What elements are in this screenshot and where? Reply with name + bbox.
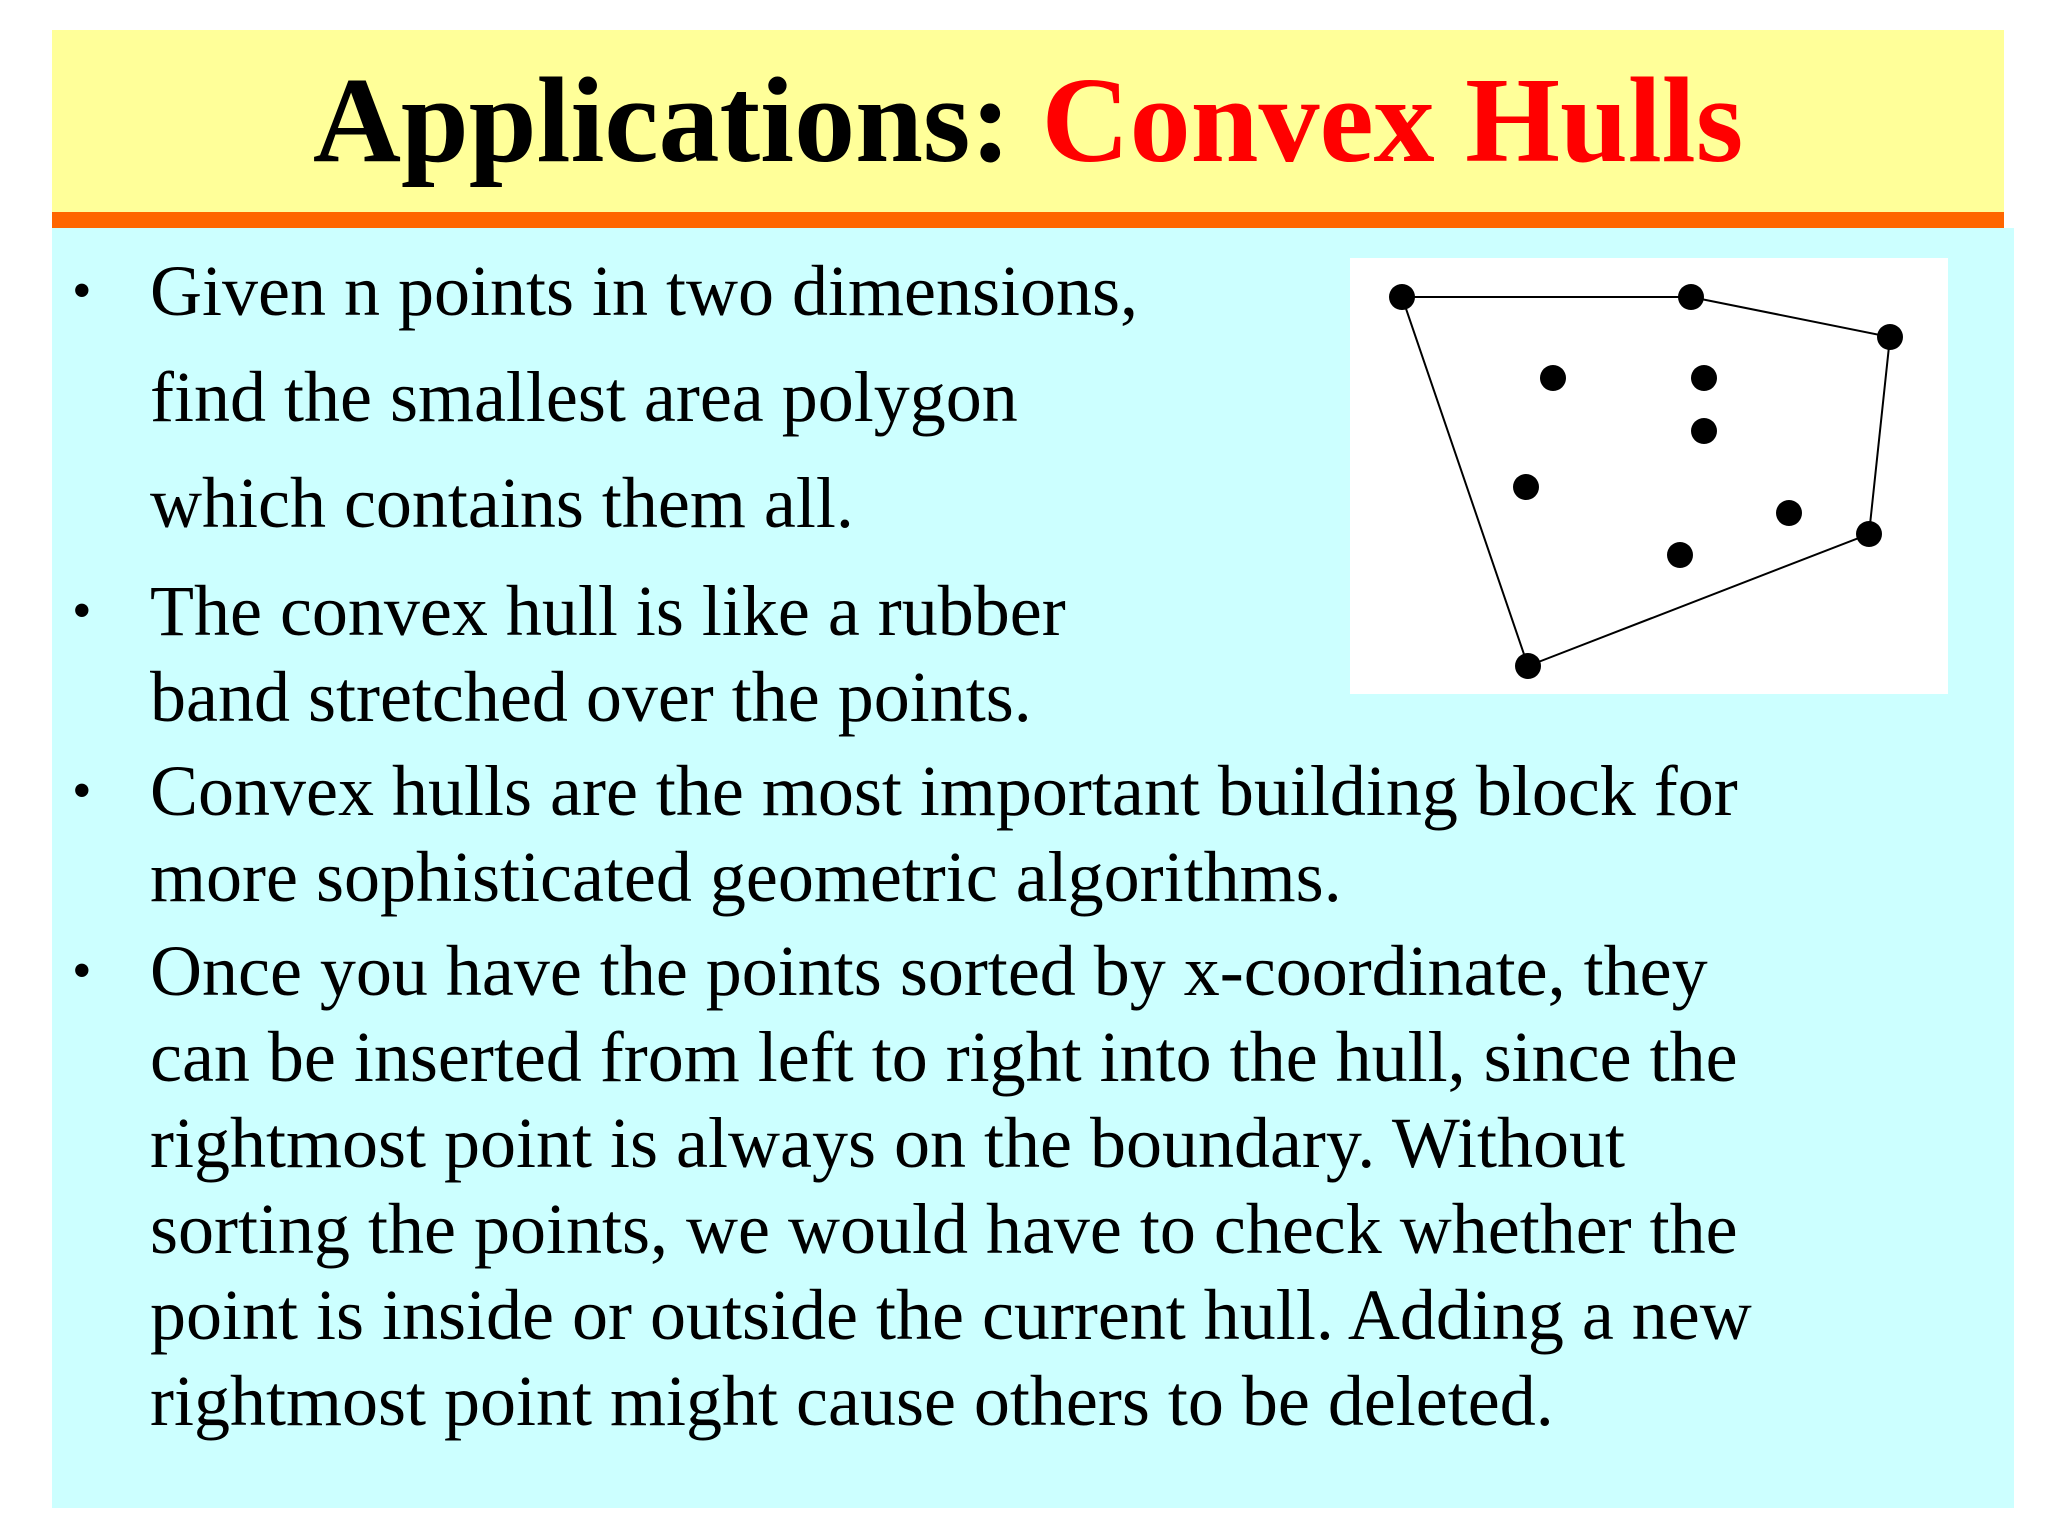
hull-point [1856,521,1882,547]
bullet-text [150,568,1066,740]
content-area [52,228,2014,1508]
title-prefix: Applications: [312,53,1042,188]
slide-title [312,53,1744,188]
hull-point [1389,284,1415,310]
interior-point [1667,542,1693,568]
bullet-line: which contains them all. [150,463,854,543]
hull-polygon [1402,297,1890,666]
interior-point [1540,365,1566,391]
bullet-line: sorting the points, we would have to check whether the [150,1189,1738,1269]
bullet-line: can be inserted from left to right into the hull, since the [150,1017,1738,1097]
convex-hull-figure [1350,258,1948,694]
hull-point [1678,284,1704,310]
title-bar [52,30,2004,212]
bullet-marker: • [72,260,92,322]
bullet-marker: • [72,940,92,1002]
title-underline [52,212,2004,228]
bullet-text [150,248,1138,566]
bullet-line: rightmost point might cause others to be deleted. [150,1361,1554,1441]
title-accent: Convex Hulls [1041,53,1744,188]
interior-point [1691,418,1717,444]
convex-hull-diagram-icon [1350,258,1948,694]
bullet-line: more sophisticated geometric algorithms. [150,837,1342,917]
bullet-marker: • [72,760,92,822]
bullet-line: band stretched over the points. [150,657,1032,737]
bullet-line: Convex hulls are the most important building block for [150,751,1738,831]
bullet-line: Once you have the points sorted by x-coordinate, they [150,931,1708,1011]
hull-point [1515,653,1541,679]
bullet-text [150,928,1752,1444]
interior-point [1513,474,1539,500]
bullet-text [150,748,1738,920]
bullet-line: point is inside or outside the current hull. Adding a new [150,1275,1752,1355]
hull-point [1877,324,1903,350]
interior-point [1776,500,1802,526]
bullet-line: Given n points in two dimensions, [150,251,1138,331]
interior-point [1691,365,1717,391]
bullet-line: rightmost point is always on the boundary. Without [150,1103,1625,1183]
bullet-line: The convex hull is like a rubber [150,571,1066,651]
bullet-line: find the smallest area polygon [150,357,1018,437]
bullet-marker: • [72,580,92,642]
